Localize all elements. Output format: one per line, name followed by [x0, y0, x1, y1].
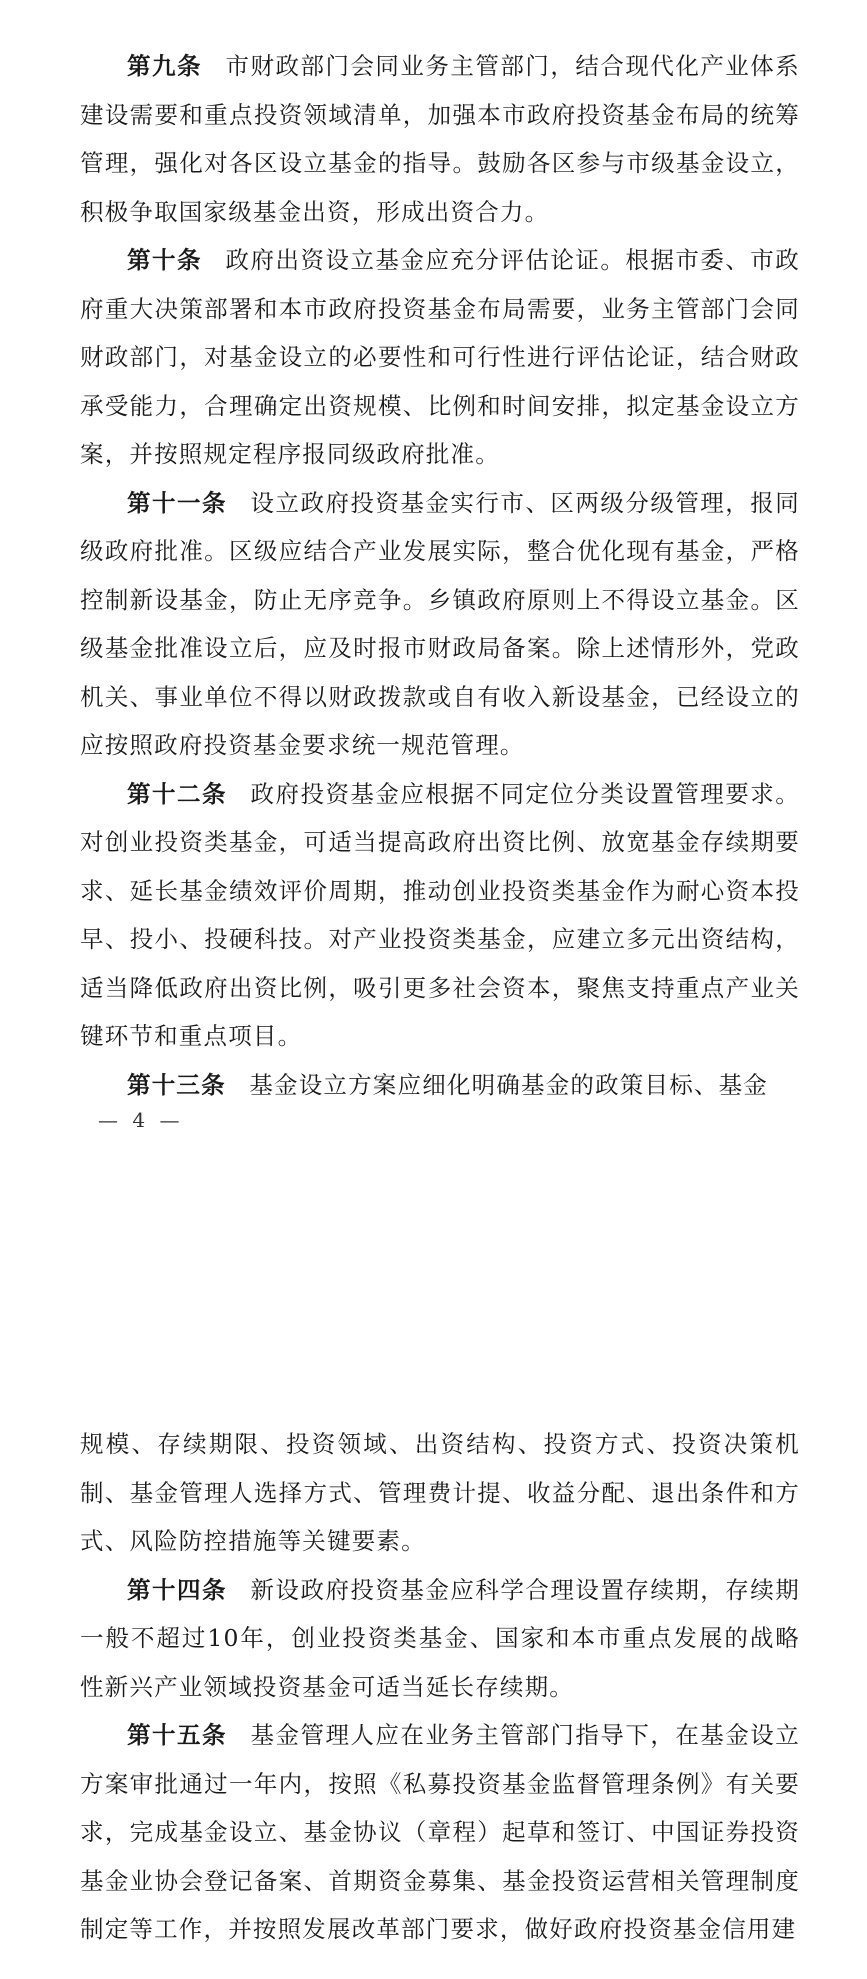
article-11-text: 设立政府投资基金实行市、区两级分级管理，报同级政府批准。区级应结合产业发展实际，整合优化现有基金，严格控制新设基金，防止无序竞争。乡镇政府原则上不得设立基金。区级基金批准设立后，应及时报市财政局备案。除上述情形外，党政机关、事业单位不得以财政拨款或自有收入新设基金，已经设立的应按照政府投资基金要求统一规范管理。	[80, 488, 800, 759]
article-14-text: 新设政府投资基金应科学合理设置存续期，存续期一般不超过10年，创业投资类基金、国家和本市重点发展的战略性新兴产业领域投资基金可适当延长存续期。	[80, 1575, 800, 1701]
article-15-text: 基金管理人应在业务主管部门指导下，在基金设立方案审批通过一年内，按照《私募投资基金监督管理条例》有关要求，完成基金设立、基金协议（章程）起草和签订、中国证券投资基金业协会登记备案、首期资金募集、基金投资运营相关管理制度制定等工作，并按照发展改革部门要求，做好政府投资基金信用建	[80, 1721, 800, 1943]
article-11-heading: 第十一条	[127, 488, 227, 517]
article-15-heading: 第十五条	[127, 1721, 227, 1749]
article-9-heading: 第九条	[127, 52, 202, 80]
article-13-heading: 第十三条	[127, 1070, 226, 1099]
article-14	[80, 1566, 800, 1712]
article-12-text: 政府投资基金应根据不同定位分类设置管理要求。对创业投资类基金，可适当提高政府出资比例、放宽基金存续期要求、延长基金绩效评价周期，推动创业投资类基金作为耐心资本投早、投小、投硬科技。对产业投资类基金，应建立多元出资结构，适当降低政府出资比例，吸引更多社会资本，聚焦支持重点产业关键环节和重点项目。	[80, 779, 800, 1050]
article-9-text: 市财政部门会同业务主管部门，结合现代化产业体系建设需要和重点投资领域清单，加强本市政府投资基金布局的统筹管理，强化对各区设立基金的指导。鼓励各区参与市级基金设立，积极争取国家级基金出资，形成出资合力。	[80, 52, 800, 226]
article-10	[80, 236, 800, 479]
document-page-bottom	[80, 1420, 800, 1954]
article-15	[80, 1711, 800, 1954]
article-9	[80, 42, 800, 236]
article-12	[80, 770, 800, 1061]
article-10-text: 政府出资设立基金应充分评估论证。根据市委、市政府重大决策部署和本市政府投资基金布局需要，业务主管部门会同财政部门，对基金设立的必要性和可行性进行评估论证，结合财政承受能力，合理确定出资规模、比例和时间安排，拟定基金设立方案，并按照规定程序报同级政府批准。	[80, 246, 800, 468]
article-11	[80, 479, 800, 770]
document-page-top	[80, 42, 800, 1109]
article-10-heading: 第十条	[127, 246, 202, 274]
article-13-text: 基金设立方案应细化明确基金的政策目标、基金	[249, 1070, 769, 1099]
article-13-continuation: 规模、存续期限、投资领域、出资结构、投资方式、投资决策机制、基金管理人选择方式、管理费计提、收益分配、退出条件和方式、风险防控措施等关键要素。	[80, 1430, 800, 1555]
article-12-heading: 第十二条	[127, 779, 227, 808]
page-number: — 4 —	[98, 1108, 184, 1132]
article-13	[80, 1061, 800, 1110]
article-14-heading: 第十四条	[127, 1575, 227, 1604]
